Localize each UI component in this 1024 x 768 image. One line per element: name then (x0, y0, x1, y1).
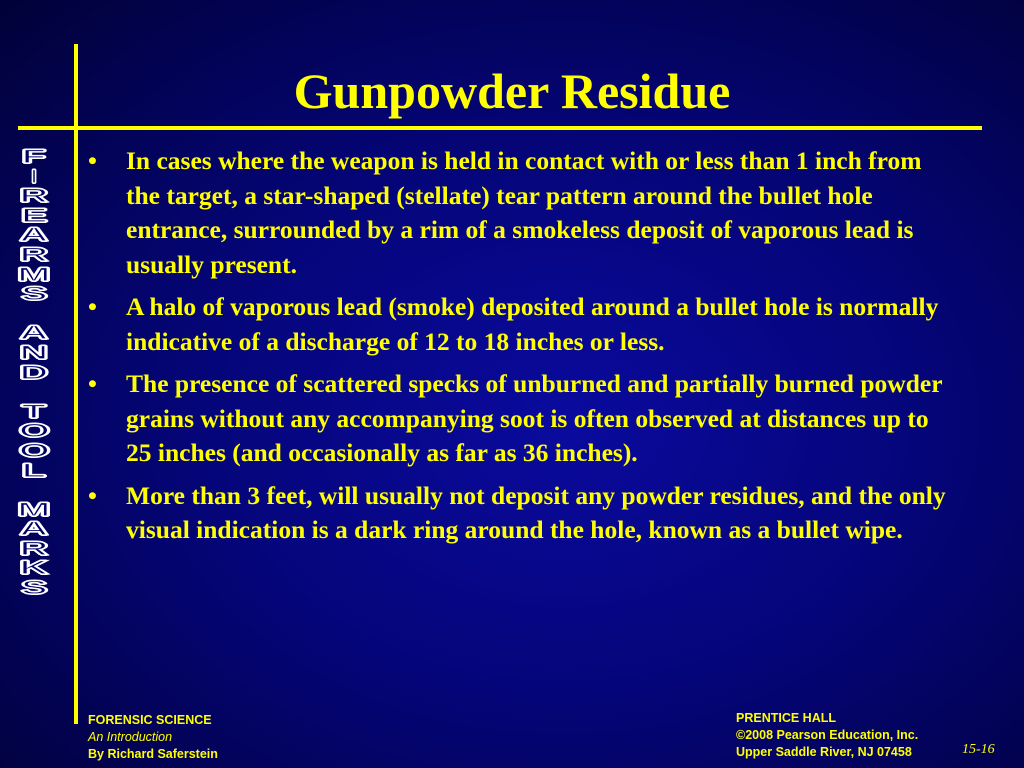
sidebar-letter: N (19, 342, 49, 364)
sidebar-letter (28, 481, 39, 501)
sidebar-letter: T (21, 401, 47, 423)
bullet-text: The presence of scattered specks of unburned and partially burned powder grains without any accompanying soot is often observed at distances up to 25 inches (and occasionally as far as 36 inches). (126, 369, 943, 467)
vertical-rule (74, 44, 78, 724)
footer-copyright: ©2008 Pearson Education, Inc. (736, 728, 919, 742)
bullet-text: More than 3 feet, will usually not deposit any powder residues, and the only visual indication is a dark ring around the hole, known as a bullet wipe. (126, 480, 946, 544)
footer-address: Upper Saddle River, NJ 07458 (736, 745, 912, 759)
sidebar-letter: O (18, 421, 50, 443)
sidebar-letter: D (19, 362, 49, 384)
footer-book-title: FORENSIC SCIENCE (88, 713, 212, 727)
sidebar-letter: K (19, 558, 49, 580)
bullet-marker: • (88, 369, 97, 398)
bullet-list (86, 144, 946, 556)
footer-book-info (88, 712, 218, 763)
footer-publisher-info (736, 710, 918, 761)
sidebar-letter: R (19, 538, 49, 560)
horizontal-rule (18, 126, 982, 130)
sidebar-letter: I (31, 166, 37, 188)
sidebar-letter: R (19, 186, 49, 208)
bullet-text: A halo of vaporous lead (smoke) deposited around a bullet hole is normally indicative of a discharge of 12 to 18 inches or less. (126, 292, 939, 356)
sidebar-letter: L (21, 460, 47, 482)
sidebar-letter (28, 383, 39, 403)
bullet-text: In cases where the weapon is held in contact with or less than 1 inch from the target, a star-shaped (stellate) tear pattern around the bullet hole entrance, surrounded by a rim of a smokeless deposit of vaporous lead is usually present. (126, 146, 922, 279)
sidebar-letter: R (19, 244, 49, 266)
bullet-item (86, 367, 946, 471)
bullet-marker: • (88, 146, 97, 175)
footer-book-author: By Richard Saferstein (88, 747, 218, 761)
sidebar-vertical-text (8, 148, 60, 740)
sidebar-letter: M (17, 499, 51, 521)
slide-title: Gunpowder Residue (293, 63, 731, 119)
sidebar-letter: M (17, 264, 51, 286)
bullet-item (86, 144, 946, 282)
page-number: 15-16 (962, 742, 995, 757)
sidebar-letter: A (19, 519, 49, 541)
bullet-marker: • (88, 292, 97, 321)
sidebar-letter (28, 305, 39, 325)
sidebar-letter: S (20, 284, 48, 306)
sidebar-letter: E (20, 205, 48, 227)
footer-book-subtitle: An Introduction (88, 730, 173, 744)
bullet-item (86, 479, 946, 548)
sidebar-letter: S (20, 578, 48, 600)
footer-publisher-name: PRENTICE HALL (736, 711, 836, 725)
sidebar-letter: A (19, 323, 49, 345)
bullet-item (86, 290, 946, 359)
bullet-marker: • (88, 480, 97, 510)
sidebar-letter: O (18, 440, 50, 462)
sidebar-letter: A (19, 225, 49, 247)
sidebar-letter: F (21, 147, 47, 168)
